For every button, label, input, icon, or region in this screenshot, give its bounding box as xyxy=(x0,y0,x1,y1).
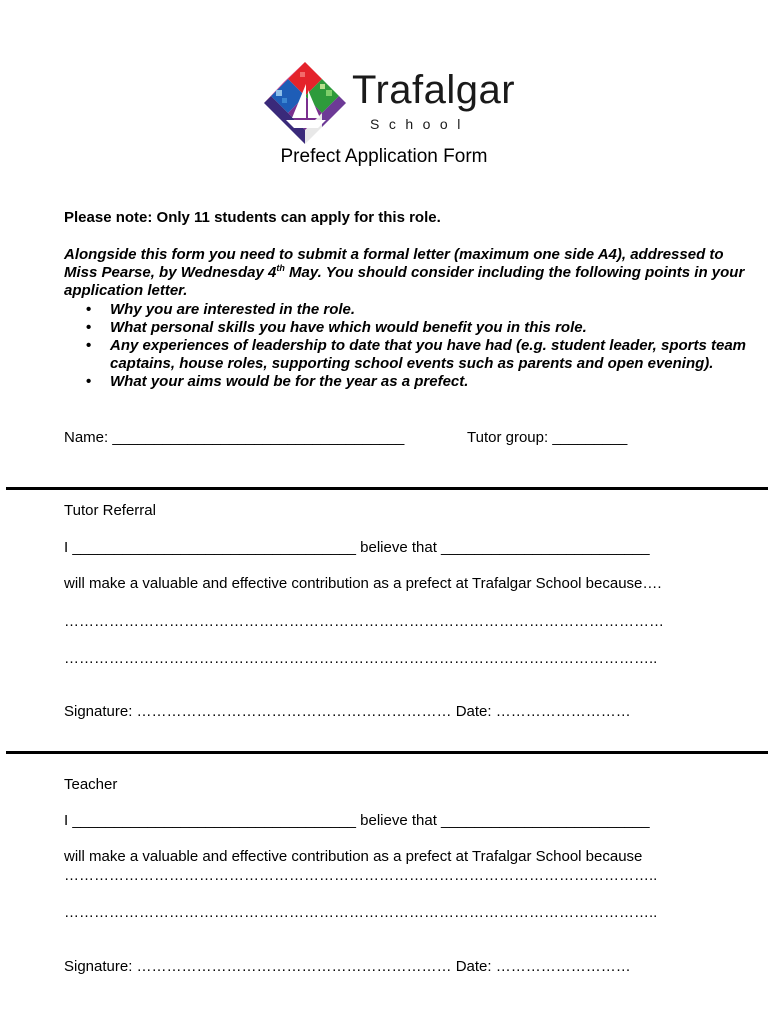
list-item-text: What personal skills you have which would benefit you in this role. xyxy=(110,319,587,336)
tutor-reason-line-2[interactable]: ……………………………………………………………………………………………………….. xyxy=(64,650,658,667)
list-item xyxy=(86,319,768,337)
note-text: Please note: Only 11 students can apply for this role. xyxy=(64,209,441,226)
teacher-contribution-text: will make a valuable and effective contribution as a prefect at Trafalgar School because xyxy=(64,848,643,865)
intro-paragraph xyxy=(64,246,754,300)
list-item-text: Why you are interested in the role. xyxy=(110,301,356,318)
tutor-reason-line-1[interactable]: ………………………………………………………………………………………………………… xyxy=(64,613,664,630)
bullet-icon: • xyxy=(86,319,92,336)
list-item xyxy=(86,373,768,391)
teacher-reason-line-1[interactable]: ……………………………………………………………………………………………………….. xyxy=(64,867,658,884)
form-title: Prefect Application Form xyxy=(280,146,488,167)
school-name: Trafalgar xyxy=(352,68,516,112)
list-item xyxy=(86,337,768,373)
school-logo xyxy=(262,60,348,146)
tutor-contribution-text: will make a valuable and effective contribution as a prefect at Trafalgar School because…. xyxy=(64,575,662,592)
list-item-text: Any experiences of leadership to date that you have had (e.g. student leader, sports team captains, house roles, supporting school events such as parents and open evening). xyxy=(110,337,747,372)
tutor-i-believe-line[interactable]: I __________________________________ believe that _________________________ xyxy=(64,539,650,556)
intro-text-start: Alongside this form you need to submit a formal letter (maximum one side A4), addressed to Miss Pearse, by Wednesday 4 xyxy=(64,246,724,281)
section-divider xyxy=(6,487,768,490)
application-points-list xyxy=(64,301,768,391)
teacher-signature-date-line[interactable]: Signature: ……………………………………………………… Date: ……………………… xyxy=(64,958,631,975)
teacher-reason-line-2[interactable]: ……………………………………………………………………………………………………….. xyxy=(64,904,658,921)
bullet-icon: • xyxy=(86,301,92,318)
sailboat-diamond-logo-icon xyxy=(262,60,348,146)
list-item-text: What your aims would be for the year as a prefect. xyxy=(110,373,469,390)
bullet-icon: • xyxy=(86,373,92,390)
list-item xyxy=(86,301,768,319)
tutor-referral-heading: Tutor Referral xyxy=(64,502,156,519)
bullet-icon: • xyxy=(86,337,92,354)
section-divider xyxy=(6,751,768,754)
school-subtitle: School xyxy=(370,116,470,132)
tutor-signature-date-line[interactable]: Signature: ……………………………………………………… Date: ……………………… xyxy=(64,703,631,720)
teacher-heading: Teacher xyxy=(64,776,118,793)
tutor-group-field-line[interactable]: Tutor group: _________ xyxy=(467,429,628,446)
name-field-line[interactable]: Name: ___________________________________ xyxy=(64,429,405,446)
intro-text-end: May. You should consider including the following points in your application letter. xyxy=(64,264,745,299)
teacher-i-believe-line[interactable]: I __________________________________ believe that _________________________ xyxy=(64,812,650,829)
intro-superscript: th xyxy=(276,263,285,273)
